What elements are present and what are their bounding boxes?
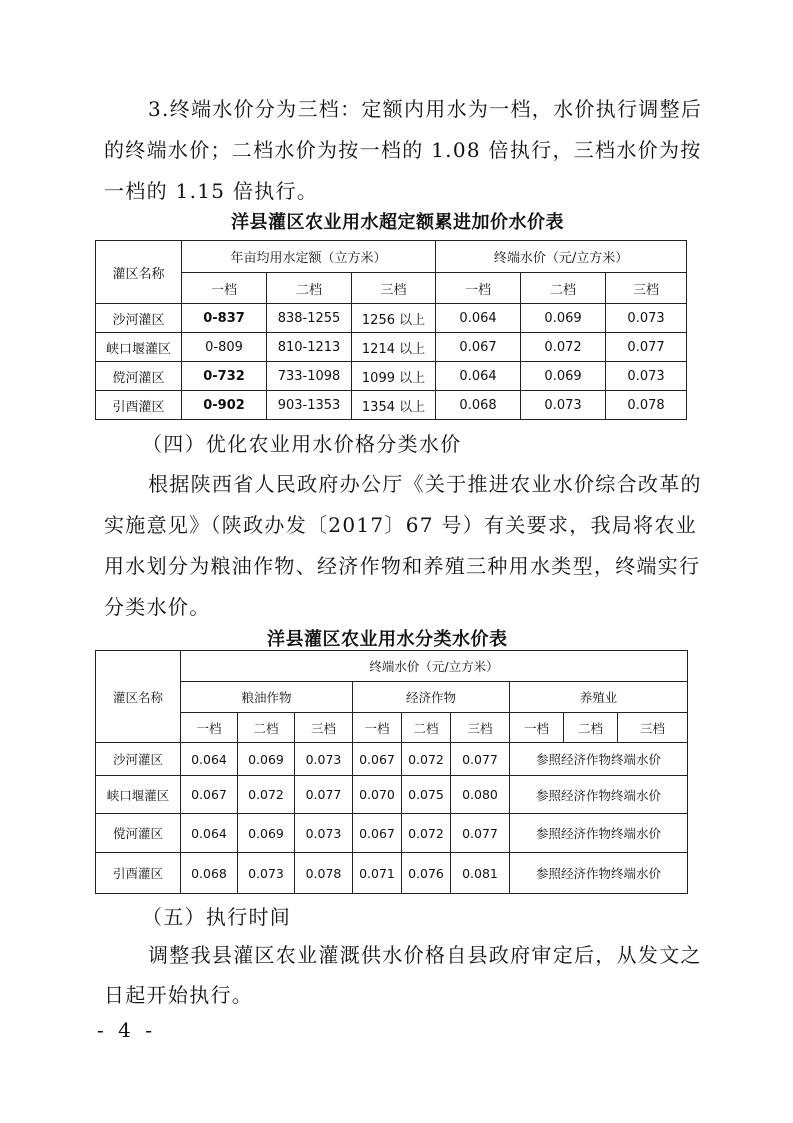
header-terminal-price: 终端水价（元/立方米） [181,651,688,682]
aquaculture-note: 参照经济作物终端水价 [510,853,688,894]
price-cell: 0.077 [606,333,687,362]
header-terminal-price: 终端水价（元/立方米） [436,241,687,273]
aquaculture-note: 参照经济作物终端水价 [510,776,688,814]
tier-header: 一档 [436,273,521,304]
aquaculture-note: 参照经济作物终端水价 [510,814,688,853]
table-row [96,304,687,333]
price-cell: 0.073 [238,853,295,894]
price-cell: 0.077 [451,743,510,776]
para1-line3: 一档的 1.15 倍执行。 [104,179,319,203]
table-row [96,814,688,853]
price-cell: 0.064 [181,743,238,776]
quota-cell: 810-1213 [267,333,352,362]
header-area-name: 灌区名称 [96,651,181,743]
tier-header: 一档 [510,713,564,743]
price-cell: 0.067 [181,776,238,814]
area-name: 沙河灌区 [96,304,182,333]
area-name: 引酉灌区 [96,853,181,894]
group-aquaculture: 养殖业 [510,682,688,713]
page-number: - 4 - [97,1018,156,1042]
price-cell: 0.073 [521,391,606,420]
price-cell: 0.070 [353,776,402,814]
price-cell: 0.073 [295,814,353,853]
section4-line1: 根据陕西省人民政府办公厅《关于推进农业水价综合改革的 [148,472,702,496]
tier-header: 三档 [606,273,687,304]
area-name: 峡口堰灌区 [96,776,181,814]
tier-header: 二档 [267,273,352,304]
header-area-name: 灌区名称 [96,241,182,304]
tier-header: 三档 [618,713,688,743]
quota-cell: 1354 以上 [352,391,436,420]
tier-header: 一档 [182,273,267,304]
tier-header: 二档 [402,713,451,743]
price-cell: 0.064 [436,304,521,333]
price-cell: 0.072 [402,743,451,776]
area-name: 傥河灌区 [96,362,182,391]
section5-line2: 日起开始执行。 [104,983,254,1007]
section4-line3: 用水划分为粮油作物、经济作物和养殖三种用水类型，终端实行 [104,554,701,578]
group-economic-crops: 经济作物 [353,682,510,713]
price-cell: 0.067 [436,333,521,362]
price-cell: 0.064 [436,362,521,391]
table1-title: 洋县灌区农业用水超定额累进加价水价表 [231,212,564,233]
price-cell: 0.067 [353,814,402,853]
quota-cell: 0-809 [182,333,267,362]
price-cell: 0.072 [521,333,606,362]
quota-cell: 0-902 [182,391,267,420]
price-cell: 0.073 [295,743,353,776]
quota-cell: 0-837 [182,304,267,333]
price-cell: 0.069 [521,304,606,333]
section5-line1: 调整我县灌区农业灌溉供水价格自县政府审定后，从发文之 [148,943,702,967]
price-cell: 0.075 [402,776,451,814]
price-cell: 0.081 [451,853,510,894]
tier-header: 一档 [353,713,402,743]
quota-cell: 1214 以上 [352,333,436,362]
price-cell: 0.072 [402,814,451,853]
table-row [96,853,688,894]
price-cell: 0.067 [353,743,402,776]
section4-line2: 实施意见》（陕政办发〔2017〕67 号）有关要求，我局将农业 [104,513,698,537]
table-row [96,333,687,362]
quota-cell: 903-1353 [267,391,352,420]
tier-header: 三档 [295,713,353,743]
para1-line2: 的终端水价；二档水价为按一档的 1.08 倍执行，三档水价为按 [104,138,702,162]
quota-cell: 1256 以上 [352,304,436,333]
para1-line1: 3.终端水价分为三档：定额内用水为一档，水价执行调整后 [148,97,703,121]
category-water-price-table [95,650,688,894]
section4-heading: （四）优化农业用水价格分类水价 [142,432,462,456]
area-name: 峡口堰灌区 [96,333,182,362]
area-name: 傥河灌区 [96,814,181,853]
quota-cell: 1099 以上 [352,362,436,391]
price-cell: 0.077 [295,776,353,814]
tier-header: 二档 [564,713,618,743]
price-cell: 0.069 [238,814,295,853]
quota-cell: 838-1255 [267,304,352,333]
price-cell: 0.064 [181,814,238,853]
price-cell: 0.077 [451,814,510,853]
water-quota-price-table [95,240,687,420]
price-cell: 0.078 [295,853,353,894]
section4-line4: 分类水价。 [104,595,211,619]
price-cell: 0.071 [353,853,402,894]
price-cell: 0.078 [606,391,687,420]
price-cell: 0.073 [606,362,687,391]
quota-cell: 733-1098 [267,362,352,391]
area-name: 沙河灌区 [96,743,181,776]
area-name: 引酉灌区 [96,391,182,420]
table-row [96,391,687,420]
group-grain-oil: 粮油作物 [181,682,353,713]
price-cell: 0.069 [521,362,606,391]
table-row [96,362,687,391]
tier-header: 三档 [451,713,510,743]
price-cell: 0.080 [451,776,510,814]
price-cell: 0.072 [238,776,295,814]
tier-header: 二档 [521,273,606,304]
table-row [96,776,688,814]
price-cell: 0.076 [402,853,451,894]
aquaculture-note: 参照经济作物终端水价 [510,743,688,776]
tier-header: 一档 [181,713,238,743]
table-row [96,743,688,776]
table2-title: 洋县灌区农业用水分类水价表 [267,629,508,650]
price-cell: 0.073 [606,304,687,333]
price-cell: 0.068 [436,391,521,420]
tier-header: 二档 [238,713,295,743]
price-cell: 0.069 [238,743,295,776]
header-quota: 年亩均用水定额（立方米） [182,241,436,273]
tier-header: 三档 [352,273,436,304]
quota-cell: 0-732 [182,362,267,391]
price-cell: 0.068 [181,853,238,894]
section5-heading: （五）执行时间 [142,905,292,929]
